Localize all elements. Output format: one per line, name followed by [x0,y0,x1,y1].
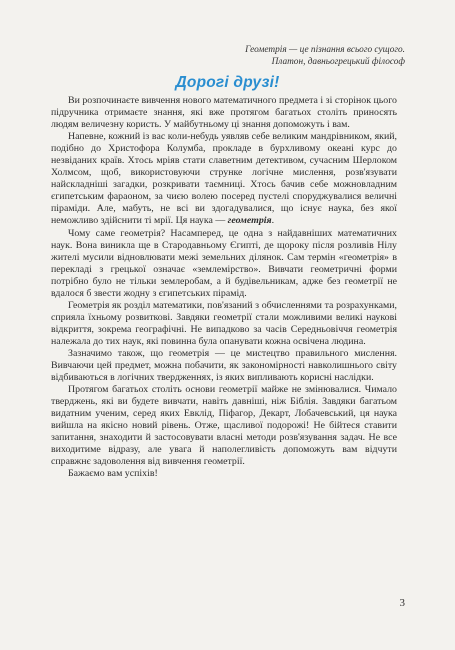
epigraph-quote: Геометрія — це пізнання всього сущого. [245,45,405,55]
paragraph-3: Чому саме геометрія? Насамперед, це одна з найдавніших математичних наук. Вона виникла ще в Стародавньому Єгипті, де щороку після розливів Нілу жителі мусили відновлювати межі земельних ділянок. Сам термін «геометрія» в перекладі з грецької означає «землемірство». Вивчати геометричні форми потрібно було не тільки землеробам, а й будівельникам, адже без геометрії не вдалося б звести жодну з єгипетських пірамід. [51,227,397,299]
paragraph-4: Геометрія як розділ математики, пов'язаний з обчисленнями та розрахунками, сприяла їхньому розвиткові. Завдяки геометрії стали можливими великі наукові відкриття, зокрема географічні. Не випадково за часів Середньовіччя геометрія належала до тих наук, які повинна була опанувати кожна освічена людина. [51,299,397,347]
epigraph-author: Платон, давньогрецький філософ [271,56,405,67]
paragraph-2-end: . [271,215,275,227]
page-number: 3 [399,597,405,609]
paragraph-6: Протягом багатьох століть основи геометрії майже не змінювалися. Чимало тверджень, які ви будете вивчати, навіть давніші, ніж Біблія. Завдяки багатьом видатним ученим, серед яких Евклід, Піфагор, Декарт, Лобачевський, ця наука вийшла на якісно новий рівень. Отже, щасливої подорожі! Не бійтеся ставити запитання, знаходити й застосовувати власні методи розв'язування задач. Не все виходитиме відразу, але увага й наполегливість допоможуть вам відчути справжнє задоволення від вивчення геометрії. [51,384,397,468]
body-text [51,95,397,481]
paragraph-7: Бажаємо вам успіхів! [68,468,158,480]
epigraph [145,45,405,68]
paragraph-1: Ви розпочинаєте вивчення нового математичного предмета і зі сторінок цього підручника отримаєте знання, які вже протягом багатьох століть приносять людям величезну користь. У майбутньому ці знання допоможуть і вам. [51,95,397,131]
paragraph-2-text: Напевне, кожний із вас коли-небудь уявляв себе великим мандрівником, який, подібно до Христофора Колумба, прокладе в бурхливому океані курс до незвіданих країв. Хтось мріяв стати славетним детективом, сучасним Шерлоком Холмсом, щоб, використовуючи струнке логічне мислення, розв'язувати найскладніші загадки, розкривати таємниці. Хтось бачив себе можновладним єгипетським фараоном, за чиєю волею посеред пустелі споруджувалися величні піраміди. Але, мабуть, не всі ви здогадувалися, що існує наука, без якої неможливо здійснити ті мрії. Ця наука — [51,131,397,227]
paragraph-2 [51,131,397,227]
paragraph-5: Зазначимо також, що геометрія — це мистецтво правильного мислення. Вивчаючи цей предмет, можна побачити, як закономірності навколишнього світу відбиваються в логічних твердженнях, із яких випливають корисні наслідки. [51,347,397,384]
page-title: Дорогі друзі! [175,74,280,91]
highlight-geometry: геометрія [227,215,272,227]
